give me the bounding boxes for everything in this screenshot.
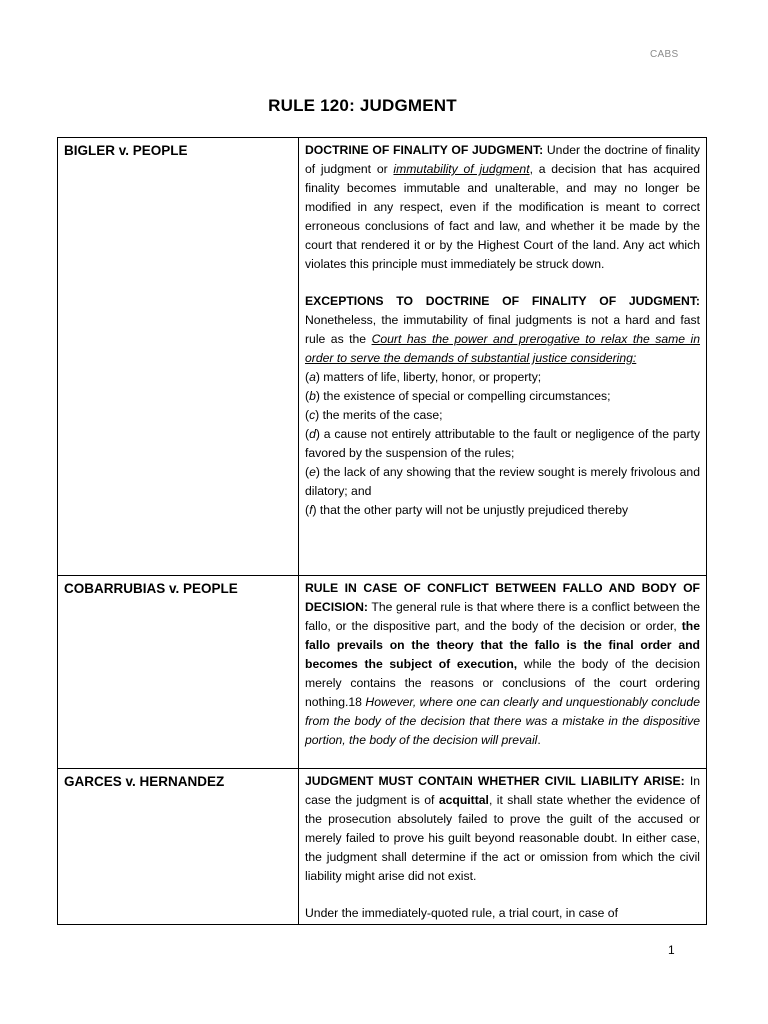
cases-table	[57, 137, 707, 925]
list-item: (f) that the other party will not be unjustly prejudiced thereby	[305, 503, 629, 517]
paragraph: EXCEPTIONS TO DOCTRINE OF FINALITY OF JUDGMENT: Nonetheless, the immutability of final judgments is not a hard and fast rule as the Court has the power and prerogative to relax the same in order to serve the demands of substantial justice considering:	[305, 294, 700, 365]
case-body	[299, 138, 707, 576]
table-row	[58, 576, 707, 769]
paragraph: Under the immediately-quoted rule, a trial court, in case of	[305, 906, 618, 920]
list-item: (b) the existence of special or compelling circumstances;	[305, 389, 611, 403]
list-item: (a) matters of life, liberty, honor, or property;	[305, 370, 542, 384]
page-number: 1	[668, 943, 675, 957]
list-item: (c) the merits of the case;	[305, 408, 443, 422]
list-item: (d) a cause not entirely attributable to the fault or negligence of the party favored by the suspension of the rules;	[305, 427, 700, 460]
case-body	[299, 576, 707, 769]
paragraph: DOCTRINE OF FINALITY OF JUDGMENT: Under the doctrine of finality of judgment or immutability of judgment, a decision that has acquired finality becomes immutable and unalterable, and may no longer be modified in any respect, even if the modification is meant to correct erroneous conclusions of fact and law, and whether it be made by the court that rendered it or by the Highest Court of the land. Any act which violates this principle must immediately be struck down.	[305, 143, 700, 271]
case-name: BIGLER v. PEOPLE	[58, 138, 299, 576]
case-name: GARCES v. HERNANDEZ	[58, 769, 299, 925]
table-row	[58, 138, 707, 576]
paragraph: RULE IN CASE OF CONFLICT BETWEEN FALLO AND BODY OF DECISION: The general rule is that where there is a conflict between the fallo, or the dispositive part, and the body of the decision or order, the fallo prevails on the theory that the fallo is the final order and becomes the subject of execution, while the body of the decision merely contains the reasons or conclusions of the court ordering nothing.18 However, where one can clearly and unquestionably conclude from the body of the decision that there was a mistake in the dispositive portion, the body of the decision will prevail.	[305, 581, 700, 747]
table-row	[58, 769, 707, 925]
case-body	[299, 769, 707, 925]
case-name: COBARRUBIAS v. PEOPLE	[58, 576, 299, 769]
paragraph: JUDGMENT MUST CONTAIN WHETHER CIVIL LIABILITY ARISE: In case the judgment is of acquittal, it shall state whether the evidence of the prosecution absolutely failed to prove the guilt of the accused or merely failed to prove his guilt beyond reasonable doubt. In either case, the judgment shall determine if the act or omission from which the civil liability might arise did not exist.	[305, 774, 701, 883]
list-item: (e) the lack of any showing that the review sought is merely frivolous and dilatory; and	[305, 465, 700, 498]
header-label: CABS	[650, 49, 679, 60]
page-title: RULE 120: JUDGMENT	[268, 96, 457, 115]
